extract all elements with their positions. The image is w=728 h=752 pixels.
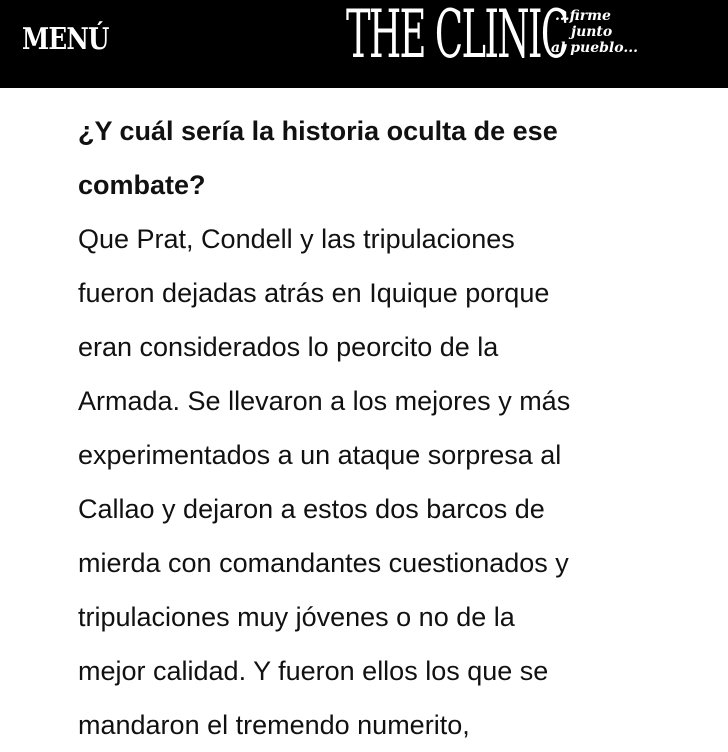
logo-tagline: [551, 8, 638, 56]
answer-line: mejor calidad. Y fueron ellos los que se: [78, 656, 549, 686]
menu-button[interactable]: MENÚ: [22, 22, 109, 57]
answer-line: Armada. Se llevaron a los mejores y más: [78, 386, 571, 416]
site-header: [0, 0, 728, 88]
tagline-line-2: junto: [571, 24, 613, 40]
interview-answer: [78, 212, 678, 752]
answer-line: mandaron el tremendo numerito,: [78, 710, 470, 740]
tagline-line-3: al pueblo...: [551, 40, 638, 56]
interview-question: ¿Y cuál sería la historia oculta de ese combate?: [78, 116, 558, 200]
answer-line: Callao y dejaron a estos dos barcos de: [78, 494, 545, 524]
answer-line: tripulaciones muy jóvenes o no de la: [78, 602, 515, 632]
tagline-line-1: ...firme: [555, 8, 611, 24]
answer-line: Que Prat, Condell y las tripulaciones: [78, 224, 515, 254]
answer-line: mierda con comandantes cuestionados y: [78, 548, 569, 578]
answer-line: eran considerados lo peorcito de la: [78, 332, 499, 362]
logo-text: THE CLINIC: [346, 0, 568, 73]
site-logo[interactable]: [346, 0, 646, 88]
answer-line: experimentados a un ataque sorpresa al: [78, 440, 562, 470]
article-body: [78, 104, 678, 752]
answer-line: fueron dejadas atrás en Iquique porque: [78, 278, 550, 308]
